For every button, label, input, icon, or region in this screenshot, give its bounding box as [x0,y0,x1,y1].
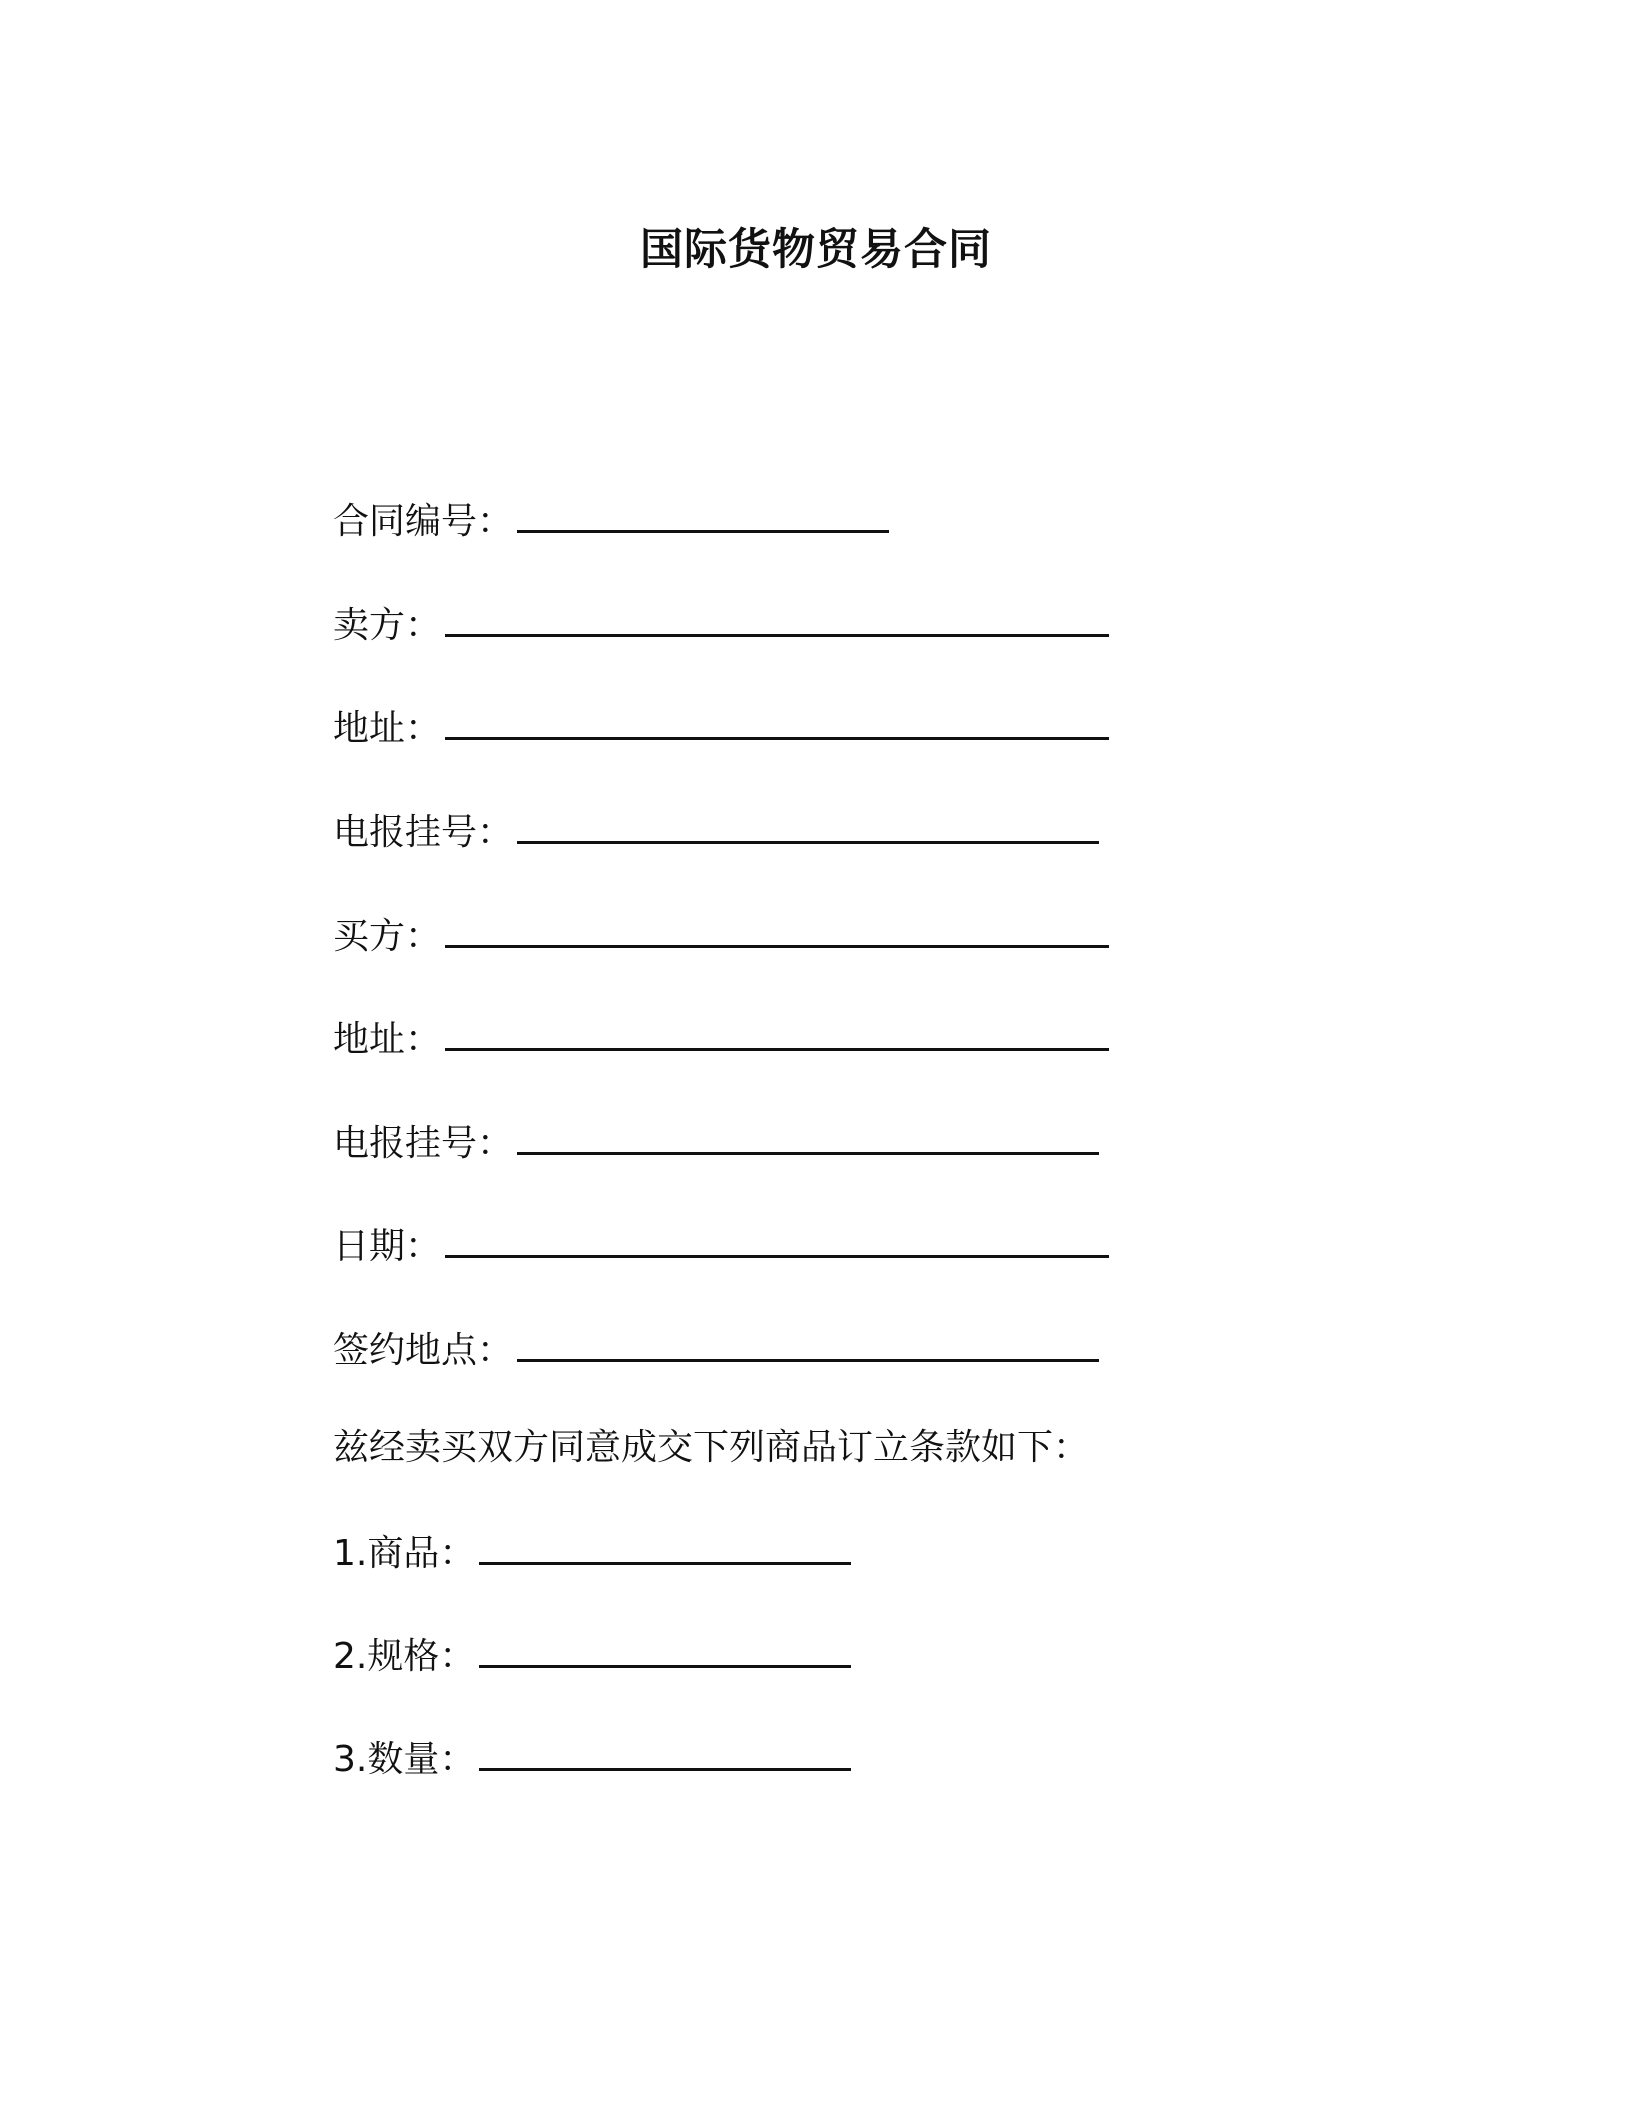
fill-in-blank [445,600,1109,637]
buyer-cable-field [333,1118,1099,1168]
field-label: 3.数量： [333,1739,476,1780]
item-commodity-field [333,1528,851,1578]
fill-in-blank [445,911,1109,948]
seller-field [333,600,1109,650]
field-label: 卖方： [333,605,442,646]
fill-in-blank [445,1014,1109,1051]
fill-in-blank [517,496,889,533]
fill-in-blank [517,1118,1099,1155]
field-label: 电报挂号： [333,812,514,853]
intro-paragraph: 兹经卖买双方同意成交下列商品订立条款如下： [333,1427,1090,1468]
date-field [333,1221,1109,1271]
buyer-address-field [333,1014,1109,1064]
item-specification-field [333,1631,851,1681]
seller-cable-field [333,807,1099,857]
field-label: 电报挂号： [333,1123,514,1164]
field-label: 地址： [333,708,442,749]
item-quantity-field [333,1734,851,1784]
fill-in-blank [479,1528,851,1565]
field-label: 地址： [333,1019,442,1060]
field-label: 1.商品： [333,1533,476,1574]
contract-number-field [333,496,889,546]
fill-in-blank [445,1221,1109,1258]
fill-in-blank [517,1325,1099,1362]
seller-address-field [333,703,1109,753]
fill-in-blank [479,1734,851,1771]
document-title: 国际货物贸易合同 [640,225,992,275]
fill-in-blank [517,807,1099,844]
signing-place-field [333,1325,1099,1375]
field-label: 日期： [333,1226,442,1267]
field-label: 合同编号： [333,501,514,542]
buyer-field [333,911,1109,961]
field-label: 买方： [333,916,442,957]
field-label: 2.规格： [333,1636,476,1677]
field-label: 签约地点： [333,1330,514,1371]
fill-in-blank [445,703,1109,740]
fill-in-blank [479,1631,851,1668]
